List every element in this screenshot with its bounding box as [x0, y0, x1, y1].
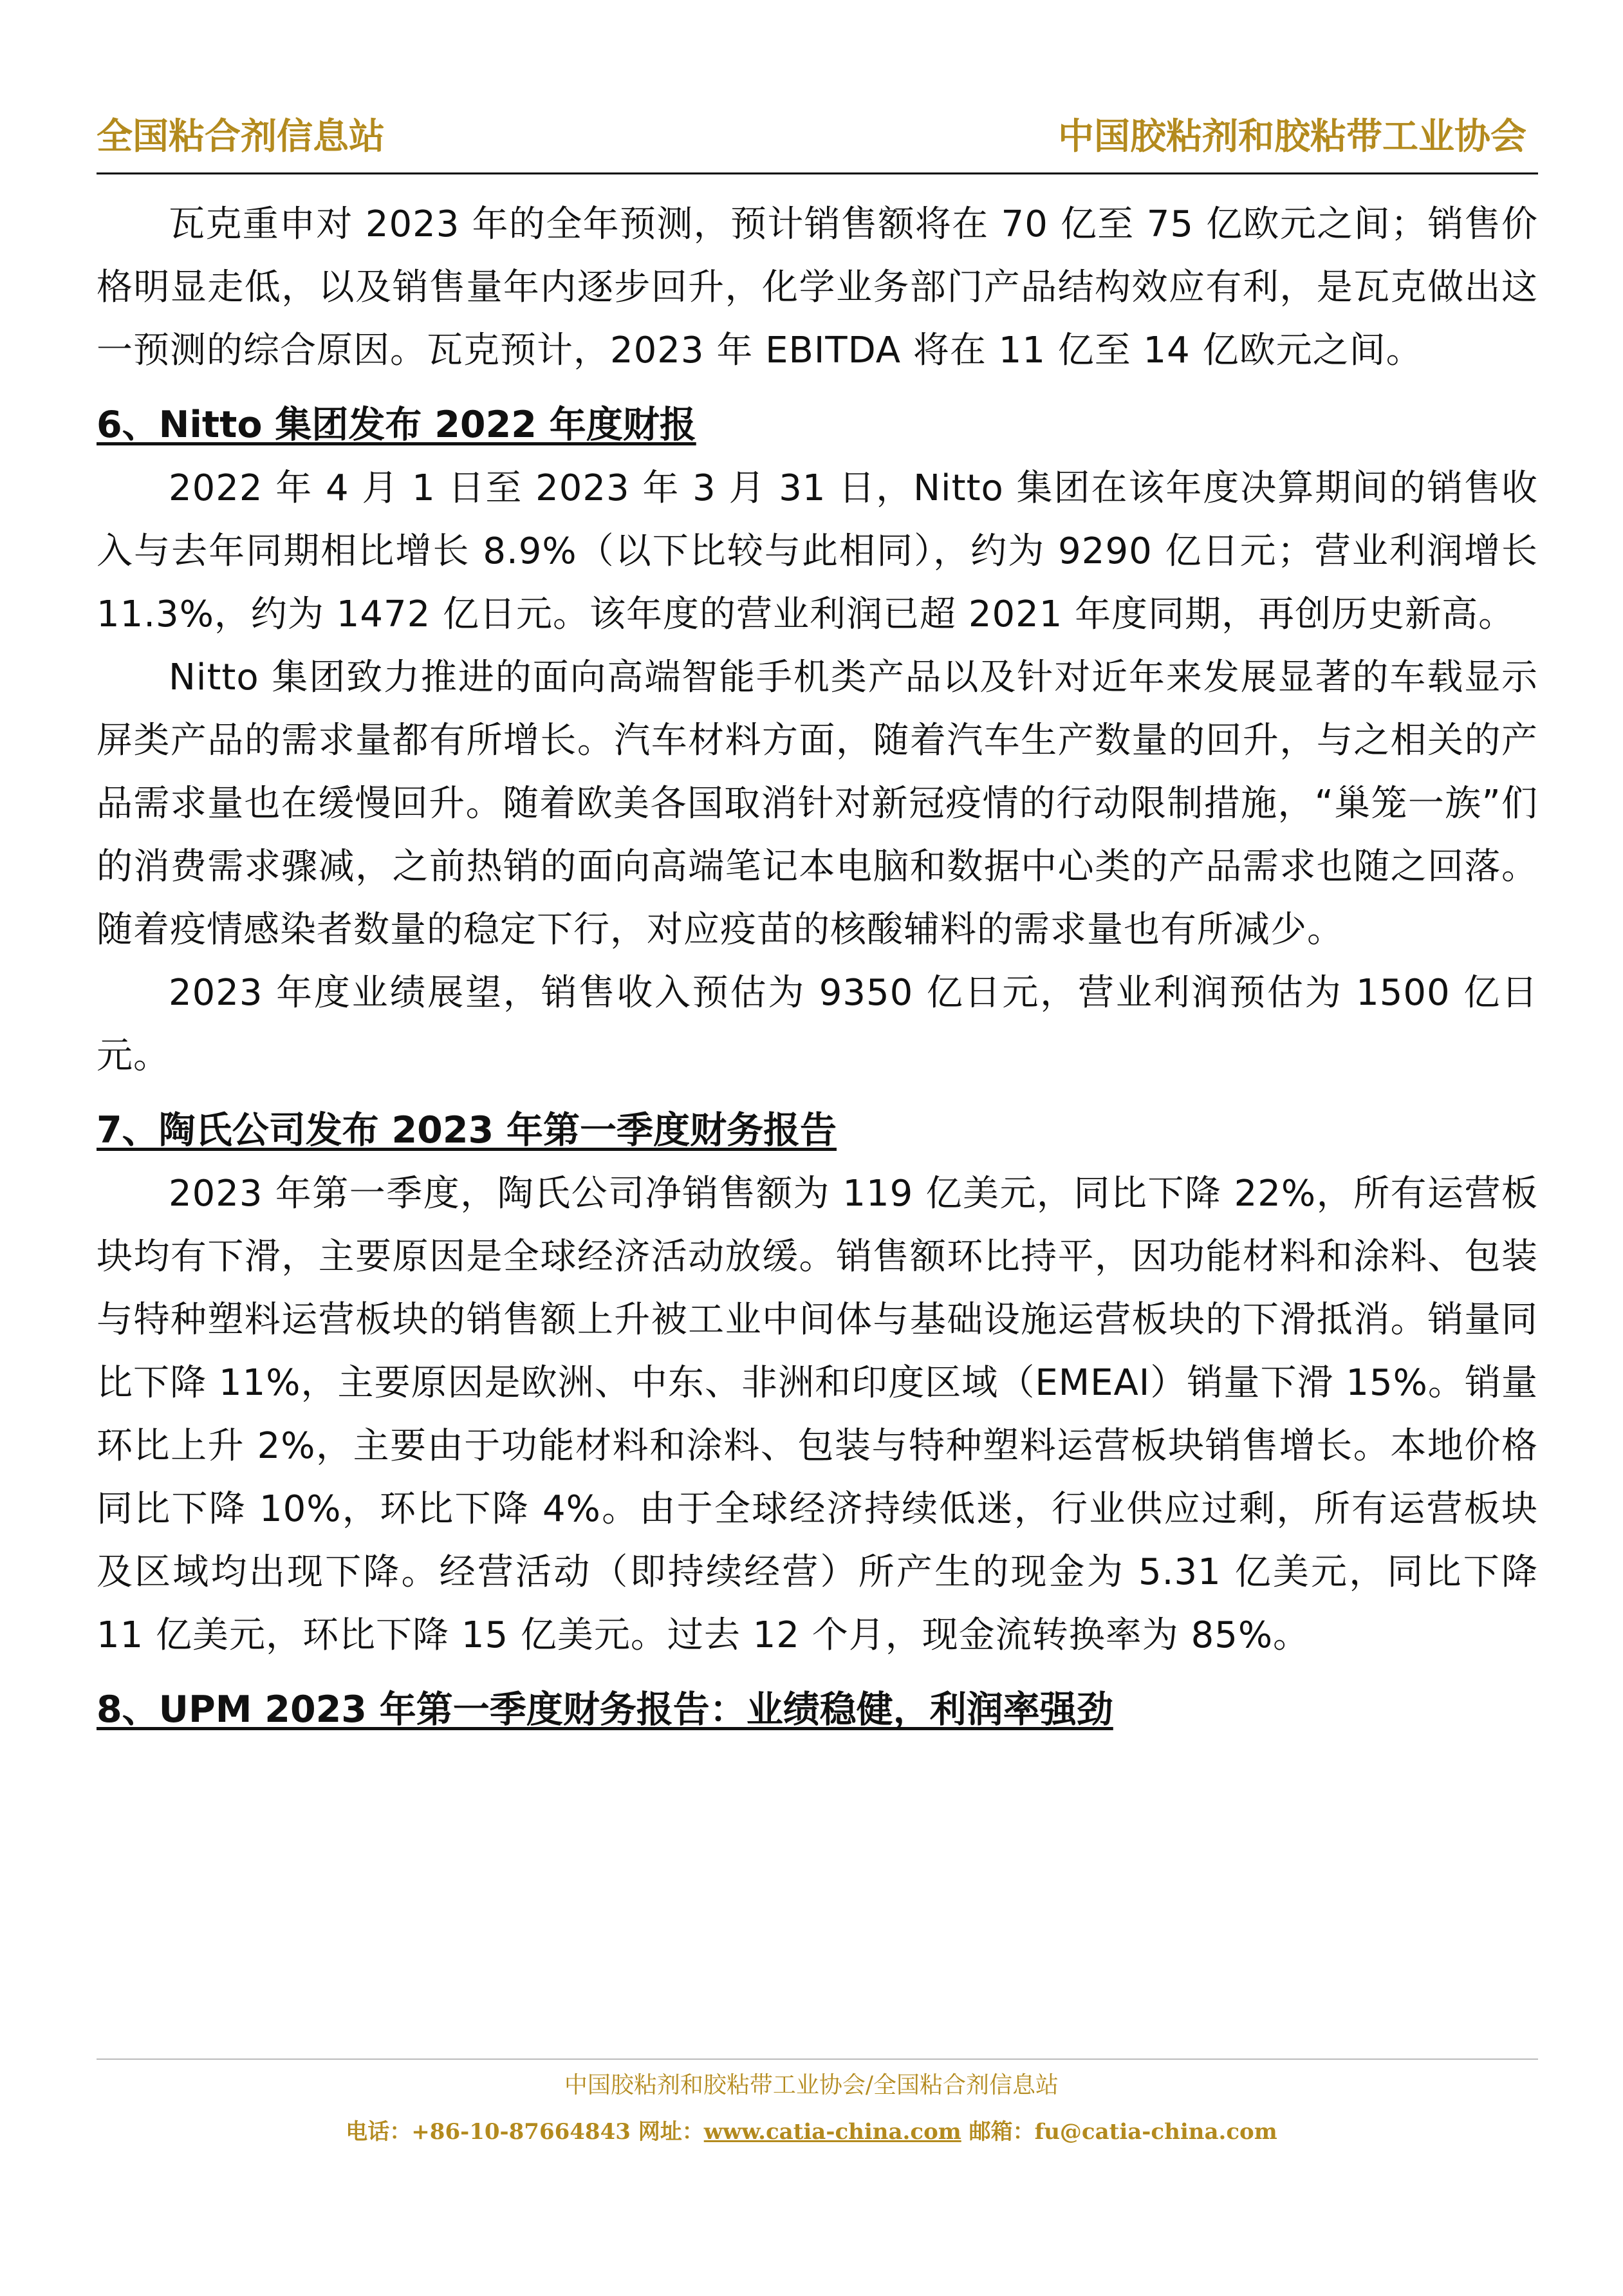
footer-website-link[interactable]: www.catia-china.com: [703, 2119, 961, 2145]
section-heading-6: 6、Nitto 集团发布 2022 年度财报: [97, 404, 696, 446]
section-heading-7: 7、陶氏公司发布 2023 年第一季度财务报告: [97, 1109, 837, 1152]
paragraph-nitto-results: 2022 年 4 月 1 日至 2023 年 3 月 31 日，Nitto 集团在该年度决算期间的销售收入与去年同期相比增长 8.9%（以下比较与此相同），约为 9290 亿日元；营业利润增长 11.3%，约为 1472 亿日元。该年度的营业利润已超 2021 年度同期，再创历史新高。: [97, 467, 1538, 635]
footer-organization: 中国胶粘剂和胶粘带工业协会/全国粘合剂信息站: [564, 2072, 1059, 2098]
footer-divider: [97, 2058, 1538, 2060]
paragraph-wacker-forecast: 瓦克重申对 2023 年的全年预测，预计销售额将在 70 亿至 75 亿欧元之间；销售价格明显走低，以及销售量年内逐步回升，化学业务部门产品结构效应有利，是瓦克做出这一预测的综合原因。瓦克预计，2023 年 EBITDA 将在 11 亿至 14 亿欧元之间。: [97, 203, 1538, 371]
footer-phone: 电话：+86-10-87664843 网址：: [346, 2119, 704, 2145]
footer-contact: [0, 2113, 1623, 2151]
paragraph-dow-q1: 2023 年第一季度，陶氏公司净销售额为 119 亿美元，同比下降 22%，所有运营板块均有下滑，主要原因是全球经济活动放缓。销售额环比持平，因功能材料和涂料、包装与特种塑料运营板块的销售额上升被工业中间体与基础设施运营板块的下滑抵消。销量同比下降 11%，主要原因是欧洲、中东、非洲和印度区域（EMEAI）销量下滑 15%。销量环比上升 2%，主要由于功能材料和涂料、包装与特种塑料运营板块销售增长。本地价格同比下降 10%，环比下降 4%。由于全球经济持续低迷，行业供应过剩，所有运营板块及区域均出现下降。经营活动（即持续经营）所产生的现金为 5.31 亿美元，同比下降 11 亿美元，环比下降 15 亿美元。过去 12 个月，现金流转换率为 85%。: [97, 1173, 1538, 1656]
header-divider: [97, 173, 1538, 174]
main-content: [97, 193, 1538, 1742]
footer-email: 邮箱：fu@catia-china.com: [961, 2119, 1277, 2145]
header-left-title: 全国粘合剂信息站: [97, 116, 385, 158]
paragraph-nitto-demand: Nitto 集团致力推进的面向高端智能手机类产品以及针对近年来发展显著的车载显示屏类产品的需求量都有所增长。汽车材料方面，随着汽车生产数量的回升，与之相关的产品需求量也在缓慢回升。随着欧美各国取消针对新冠疫情的行动限制措施，“巢笼一族”们的消费需求骤减，之前热销的面向高端笔记本电脑和数据中心类的产品需求也随之回落。随着疫情感染者数量的稳定下行，对应疫苗的核酸辅料的需求量也有所减少。: [97, 657, 1538, 951]
header-right-title: 中国胶粘剂和胶粘带工业协会: [1058, 116, 1526, 158]
section-heading-8: 8、UPM 2023 年第一季度财务报告：业绩稳健，利润率强劲: [97, 1688, 1113, 1731]
paragraph-nitto-outlook: 2023 年度业绩展望，销售收入预估为 9350 亿日元，营业利润预估为 1500 亿日元。: [97, 972, 1538, 1077]
